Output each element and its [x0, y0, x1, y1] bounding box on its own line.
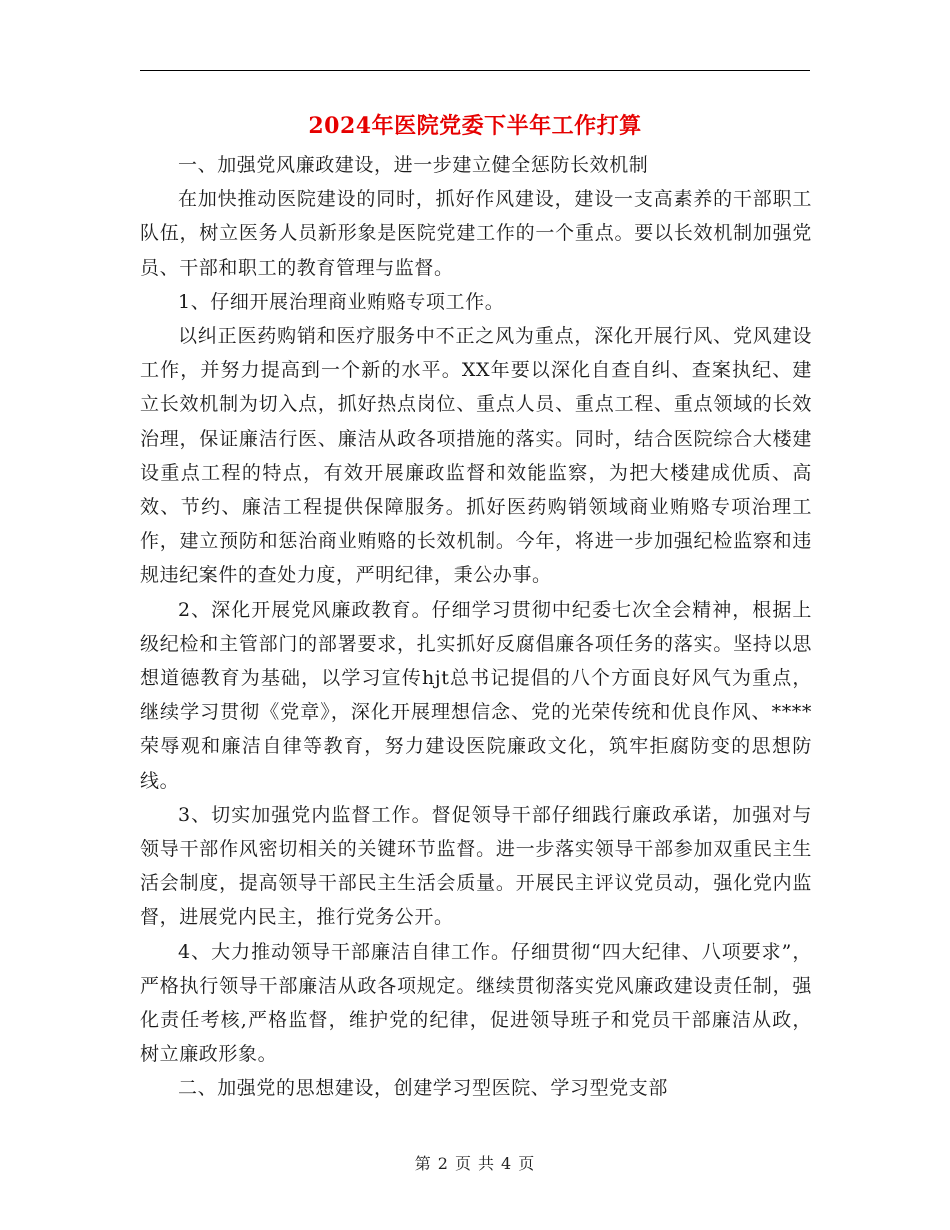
section-heading: 二、加强党的思想建设，创建学习型医院、学习型党支部 [178, 1077, 669, 1100]
section-heading: 一、加强党风廉政建设，进一步建立健全惩防长效机制 [178, 154, 649, 176]
body-paragraph: 3、切实加强党内监督工作。督促领导干部仔细践行廉政承诺，加强对与领导干部作风密切相关的关键环节监督。进一步落实领导干部参加双重民主生活会制度，提高领导干部民主生活会质量。开展民主评议党员动，强化党内监督，进展党内民主，推行党务公开。 [140, 803, 812, 929]
footer-middle: 页 共 [454, 1154, 496, 1173]
body-paragraph: 4、大力推动领导干部廉洁自律工作。仔细贯彻“四大纪律、八项要求”，严格执行领导干部廉洁从政各项规定。继续贯彻落实党风廉政建设责任制，强化责任考核,严格监督，维护党的纪律，促进领导班子和党员干部廉洁从政，树立廉政形象。 [140, 940, 812, 1066]
footer-page-number: 2 [437, 1154, 449, 1173]
footer-prefix: 第 [414, 1154, 432, 1173]
document-body [140, 148, 812, 1106]
page-footer [0, 1152, 950, 1176]
body-paragraph: 以纠正医药购销和医疗服务中不正之风为重点，深化开展行风、党风建设工作，并努力提高到一个新的水平。XX年要以深化自查自纠、查案执纪、建立长效机制为切入点，抓好热点岗位、重点人员、重点工程、重点领域的长效治理，保证廉洁行医、廉洁从政各项措施的落实。同时，结合医院综合大楼建设重点工程的特点，有效开展廉政监督和效能监察，为把大楼建成优质、高效、节约、廉洁工程提供保障服务。抓好医药购销领域商业贿赂专项治理工作，建立预防和惩治商业贿赂的长效机制。今年，将进一步加强纪检监察和违规违纪案件的查处力度，严明纪律，秉公办事。 [140, 325, 812, 587]
header-rule [140, 70, 810, 71]
document-title: 2024年医院党委下半年工作打算 [308, 113, 642, 139]
body-paragraph: 2、深化开展党风廉政教育。仔细学习贯彻中纪委七次全会精神，根据上级纪检和主管部门的部署要求，扎实抓好反腐倡廉各项任务的落实。坚持以思想道德教育为基础，以学习宣传hjt总书记提倡的八个方面良好风气为重点，继续学习贯彻《党章》，深化开展理想信念、党的光荣传统和优良作风、****荣辱观和廉洁自律等教育，努力建设医院廉政文化，筑牢拒腐防变的思想防线。 [140, 598, 812, 792]
footer-suffix: 页 [518, 1154, 536, 1173]
footer-total-pages: 4 [501, 1154, 513, 1173]
subsection-heading: 1、仔细开展治理商业贿赂专项工作。 [178, 290, 505, 313]
body-paragraph: 在加快推动医院建设的同时，抓好作风建设，建设一支高素养的干部职工队伍，树立医务人员新形象是医院党建工作的一个重点。要以长效机制加强党员、干部和职工的教育管理与监督。 [140, 188, 812, 279]
